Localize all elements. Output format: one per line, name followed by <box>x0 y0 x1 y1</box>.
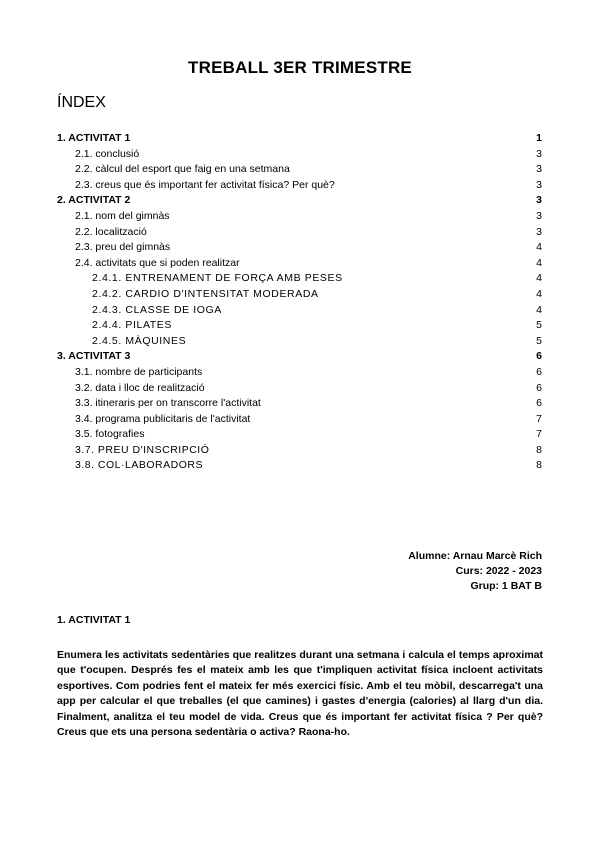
toc-entry-label: 3.4. programa publicitaris de l'activitat <box>75 412 251 425</box>
toc-entry-label: 3. ACTIVITAT 3 <box>57 350 131 363</box>
toc-entry-label: 1. ACTIVITAT 1 <box>57 132 131 144</box>
toc-entry[interactable] <box>57 396 542 412</box>
course-year: Curs: 2022 - 2023 <box>455 565 542 577</box>
toc-entry-label: 2.1. nom del gimnàs <box>75 209 170 222</box>
toc-entry-page-number: 8 <box>536 459 542 472</box>
toc-entry-label: 2.4.3. CLASSE DE IOGA <box>92 303 222 316</box>
toc-entry[interactable] <box>57 458 542 474</box>
toc-entry-page-number: 3 <box>536 163 542 176</box>
toc-entry-label: 2.4. activitats que si poden realitzar <box>75 256 240 269</box>
toc-entry-label: 2.4.2. CARDIO D'INTENSITAT MODERADA <box>92 287 319 300</box>
toc-entry[interactable] <box>57 147 542 163</box>
table-of-contents <box>57 131 542 474</box>
toc-entry-label: 3.2. data i lloc de realització <box>75 381 205 394</box>
document-title: TREBALL 3ER TRIMESTRE <box>188 58 412 77</box>
toc-entry[interactable] <box>57 365 542 381</box>
toc-entry-page-number: 4 <box>536 256 542 269</box>
toc-entry[interactable] <box>57 178 542 194</box>
toc-entry-page-number: 1 <box>536 132 542 144</box>
toc-entry[interactable] <box>57 412 542 428</box>
toc-entry-page-number: 3 <box>536 225 542 238</box>
toc-entry[interactable] <box>57 334 542 350</box>
toc-entry[interactable] <box>57 318 542 334</box>
section-heading: 1. ACTIVITAT 1 <box>57 614 131 626</box>
toc-entry[interactable] <box>57 427 542 443</box>
toc-entry-label: 2.4.1. ENTRENAMENT DE FORÇA AMB PESES <box>92 272 343 285</box>
signature-block <box>408 549 542 594</box>
toc-entry-label: 3.1. nombre de participants <box>75 365 203 378</box>
toc-entry-page-number: 3 <box>536 194 542 207</box>
toc-entry-page-number: 4 <box>536 241 542 254</box>
toc-entry-label: 2.4.4. PILATES <box>92 319 172 332</box>
toc-entry[interactable] <box>57 256 542 272</box>
toc-entry-page-number: 6 <box>536 350 542 363</box>
toc-entry[interactable] <box>57 287 542 303</box>
toc-entry[interactable] <box>57 225 542 241</box>
toc-entry[interactable] <box>57 240 542 256</box>
toc-entry-label: 2.3. creus que és important fer activitat física? Per què? <box>75 178 335 191</box>
toc-entry-page-number: 4 <box>536 272 542 285</box>
index-heading: ÍNDEX <box>57 94 106 111</box>
toc-entry-page-number: 4 <box>536 287 542 300</box>
toc-entry[interactable] <box>57 443 542 459</box>
toc-entry-page-number: 7 <box>536 412 542 425</box>
toc-entry-label: 3.8. COL·LABORADORS <box>75 459 203 472</box>
toc-entry[interactable] <box>57 381 542 397</box>
toc-entry[interactable] <box>57 271 542 287</box>
toc-entry-label: 3.5. fotografies <box>75 428 145 441</box>
toc-entry-label: 2.2. localització <box>75 225 147 238</box>
toc-entry[interactable] <box>57 131 542 147</box>
section-body-text: Enumera les activitats sedentàries que realitzes durant una setmana i calcula el temps aproximat que t'ocupen. Després fes el mateix amb les que t'impliquen activitat física incloent activitats esportives. Com podries fent el mateix fer més exercici físic. Amb el teu mòbil, descarrega't una app per calcular el que treballes (el que camines) i gastes d'energia (calories) al llarg d'un dia. Finalment, analitza el teu model de vida. Creus que és important fer activitat física ? Per què? Creus que ets una persona sedentària o activa? Raona-ho. <box>57 649 543 739</box>
toc-entry-page-number: 6 <box>536 365 542 378</box>
toc-entry-page-number: 7 <box>536 428 542 441</box>
toc-entry-label: 2.4.5. MÀQUINES <box>92 334 187 347</box>
toc-entry-page-number: 6 <box>536 397 542 410</box>
toc-entry-page-number: 4 <box>536 303 542 316</box>
toc-entry-label: 2.2. càlcul del esport que faig en una setmana <box>75 163 290 176</box>
toc-entry[interactable] <box>57 349 542 365</box>
class-group: Grup: 1 BAT B <box>470 580 542 592</box>
toc-entry-page-number: 3 <box>536 178 542 191</box>
toc-entry-page-number: 5 <box>536 319 542 332</box>
toc-entry-label: 3.7. PREU D'INSCRIPCIÓ <box>75 443 210 456</box>
toc-entry[interactable] <box>57 162 542 178</box>
student-name: Alumne: Arnau Marcè Rich <box>408 550 542 562</box>
toc-entry-label: 3.3. itineraris per on transcorre l'activitat <box>75 397 261 410</box>
toc-entry[interactable] <box>57 209 542 225</box>
toc-entry[interactable] <box>57 193 542 209</box>
toc-entry-page-number: 3 <box>536 209 542 222</box>
toc-entry-page-number: 5 <box>536 334 542 347</box>
toc-entry-label: 2.3. preu del gimnàs <box>75 241 171 254</box>
toc-entry-label: 2. ACTIVITAT 2 <box>57 194 131 207</box>
toc-entry[interactable] <box>57 303 542 319</box>
toc-entry-page-number: 8 <box>536 443 542 456</box>
toc-entry-label: 2.1. conclusió <box>75 147 140 160</box>
toc-entry-page-number: 6 <box>536 381 542 394</box>
toc-entry-page-number: 3 <box>536 147 542 160</box>
